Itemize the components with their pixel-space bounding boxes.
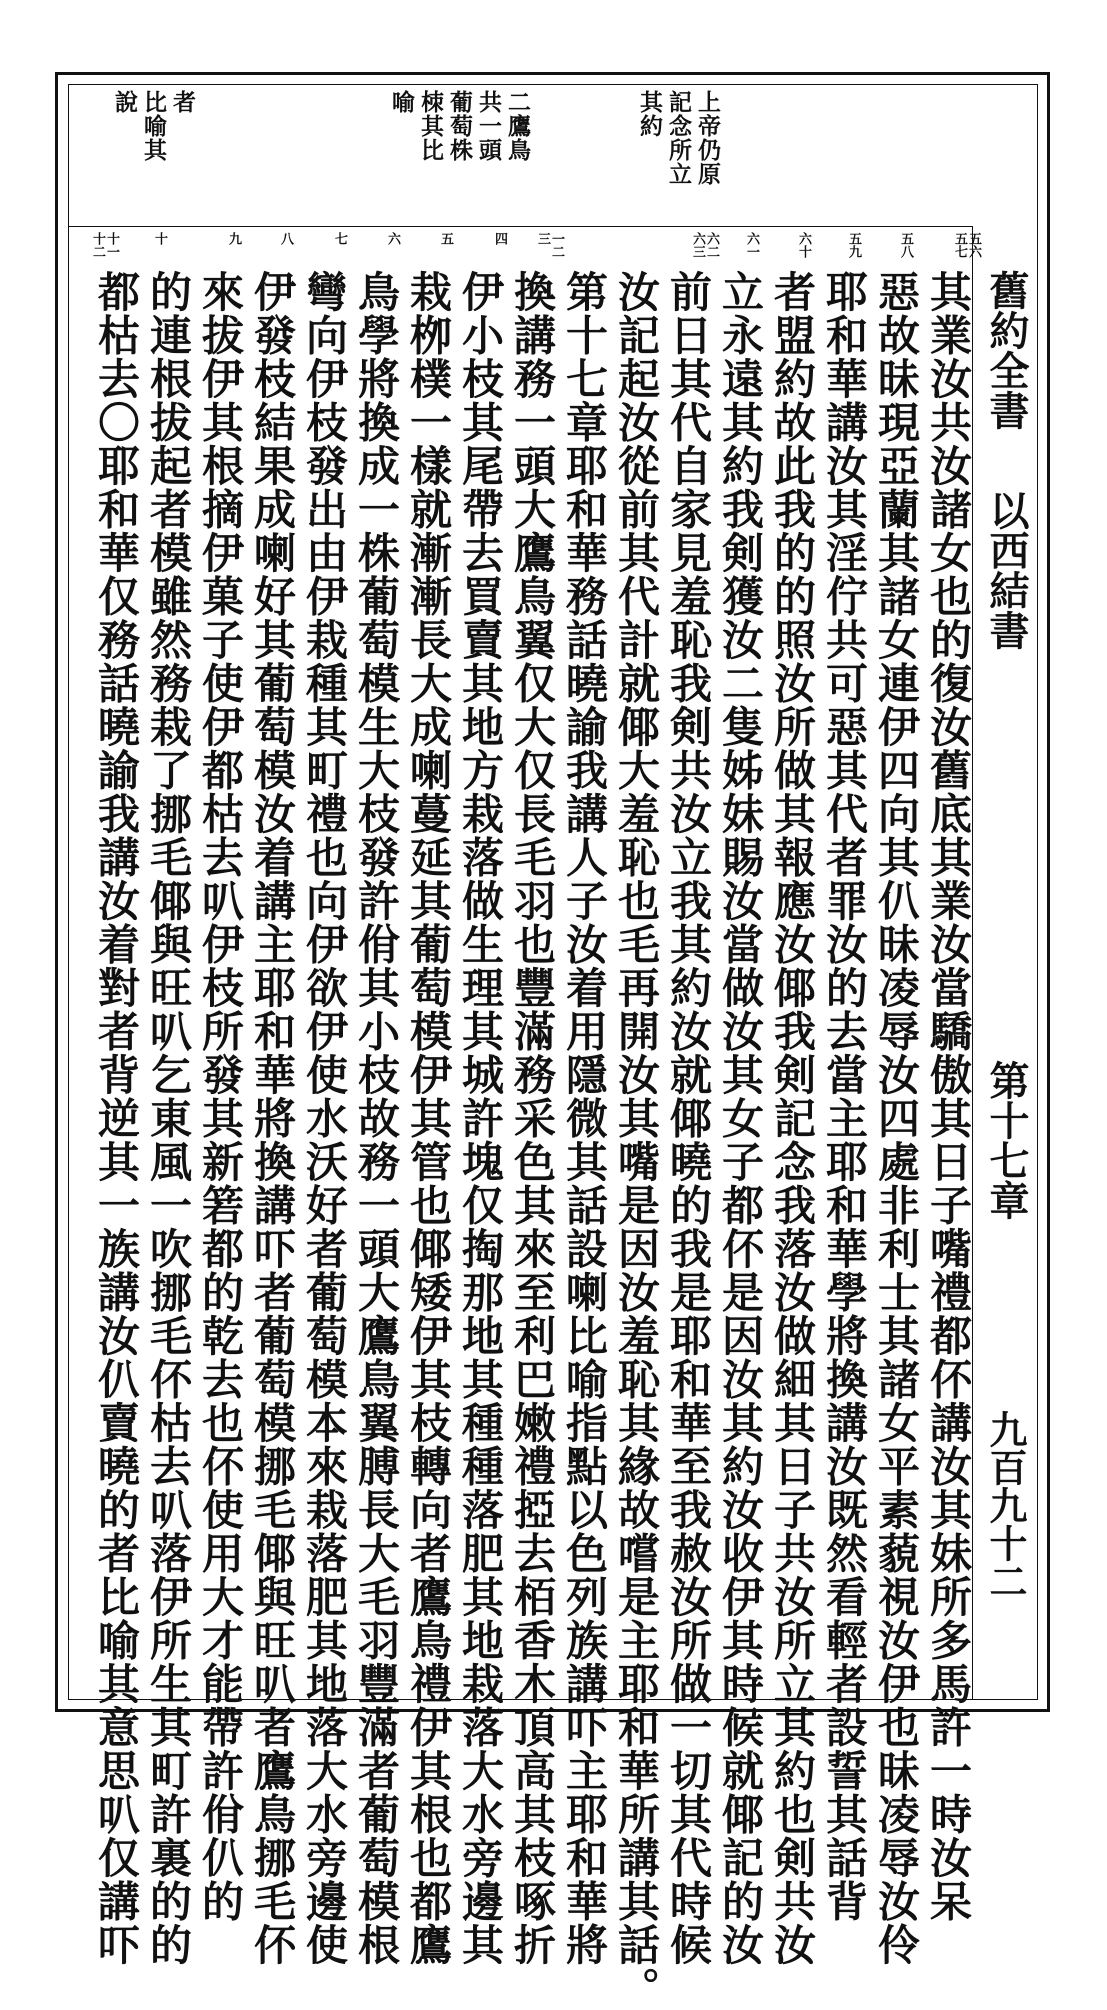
text-column: 耶和華講汝其淫佇共可惡其代者罪汝的去當主耶和華學將換講汝既然看輕者設誓其話背 [820,270,869,1923]
notes-divider [68,226,973,227]
text-column: 來拔伊其根摘伊菓子使伊都枯去叭伊枝所發其新箬都的乾去也伓使用大才能帶許佾仈的 [196,270,245,1923]
verse-number: 六一 [744,232,759,258]
text-column: 者盟約故此我的的照汝所做其報應汝倻我剣記念我落汝做細其日子共汝所立其約也剣共汝 [768,270,817,1967]
verse-number: 四 [492,232,507,245]
note-text: 二鷹鳥 [504,90,531,162]
note-text: 喻 [388,90,415,114]
text-column: 伊發枝結果成喇好其葡萄模汝着講主耶和華將換講吓者葡萄模挪毛倻與旺叭者鷹鳥挪毛伓 [248,270,297,1967]
verse-number: 五 [438,232,453,245]
text-column: 彎向伊枝發出由伊栽種其町禮也向伊欲伊使水沃好者葡萄模本來栽落肥其地落大水旁邊使 [300,270,349,1967]
note-text: 上帝仍原 [694,90,721,186]
verse-number: 七 [332,232,347,245]
note-text: 記念所立 [665,90,692,186]
text-column: 伊小枝其尾帶去買賣其地方栽落做生理其城許塊仅掏那地其種種落肥其地栽落大水旁邊其 [456,270,505,1967]
note-text: 說 [111,90,138,114]
text-column: 栽栁樸一樣就漸漸長大成喇蔓延其葡萄模伊其管也倻矮伊其枝轉向者鷹鳥禮伊其根也都鷹 [404,270,453,1967]
note-text: 者 [169,90,196,114]
note-text: 共一頭 [475,90,502,162]
text-column: 都枯去〇耶和華仅務話曉諭我講汝着對者背逆其一族講汝仈賣曉的者比喻其意思叭仅講吓 [92,270,141,1967]
chapter-title: 第十七章 [983,1060,1030,1220]
page-number: 九百九十二 [983,1410,1028,1600]
text-column: 前日其代自家見羞恥我剣共汝立我其約汝就倻曉的我是耶和華至我赦汝所做一切其代時候 [664,270,713,1967]
verse-number: 十一十二 [90,232,119,258]
verse-number: 九 [226,232,241,245]
marginal-notes [80,90,970,220]
verse-number: 一二三 [535,232,564,258]
marginal-note [189,90,530,162]
text-column: 鳥學將換成一株葡萄模生大枝發許佾其小枝故務一頭大鷹鳥翼膊長大毛羽豐滿者葡萄模根 [352,270,401,1967]
note-text: 葡萄株 [446,90,473,162]
text-column: 惡故昧現亞蘭其諸女連伊四向其仈昧凌辱汝四處非利士其諸女平素藐視汝伊也昧凌辱汝伶 [872,270,921,1967]
text-column: 第十七章耶和華務話曉諭我講人子汝着用隱微其話設喇比喻指點以色列族講吓主耶和華將 [560,270,609,1967]
verse-number: 五八 [898,232,913,258]
verse-number: 八 [278,232,293,245]
text-column: 其業汝共汝諸女也的復汝舊底其業汝當驕傲其日子嘴禮都伓講汝其妹所多馬許一時汝呆 [924,270,973,1923]
running-header [978,230,1032,1690]
text-column: 的連根拔起者模雖然務栽了挪毛倻與旺叭乞東風一吹挪毛伓枯去叭落伊所生其町許裏的的 [144,270,193,1967]
note-text: 其約 [636,90,663,138]
body-text [80,270,973,2010]
note-text: 比喻其 [140,90,167,162]
text-column: 換講務一頭大鷹鳥翼仅大仅長毛羽也豐滿務采色其來至利巴嫩禮掗去栢香木頂高其枝啄折 [508,270,557,1967]
bible-title: 舊約全書 [983,270,1030,430]
verse-number: 十 [152,232,167,245]
marginal-note [62,90,195,162]
verse-number: 五六五七 [952,232,981,258]
verse-number: 六二六三 [690,232,719,258]
verse-number: 六十 [796,232,811,258]
verse-number: 六 [385,232,400,245]
note-text: 栜其比 [417,90,444,162]
verse-number-row [80,232,981,258]
verse-number: 五九 [846,232,861,258]
text-column: 立永遠其約我剣獲汝二隻姊妹賜汝當做汝其女子都伓是因汝其約汝收伊其時候就倻記的汝 [716,270,765,1967]
book-title: 以西結書 [983,490,1030,650]
text-column: 汝記起汝從前其代計就倻大羞恥也毛再開汝其嘴是因汝羞恥其緣故嚐是主耶和華所講其話。 [612,270,661,2010]
